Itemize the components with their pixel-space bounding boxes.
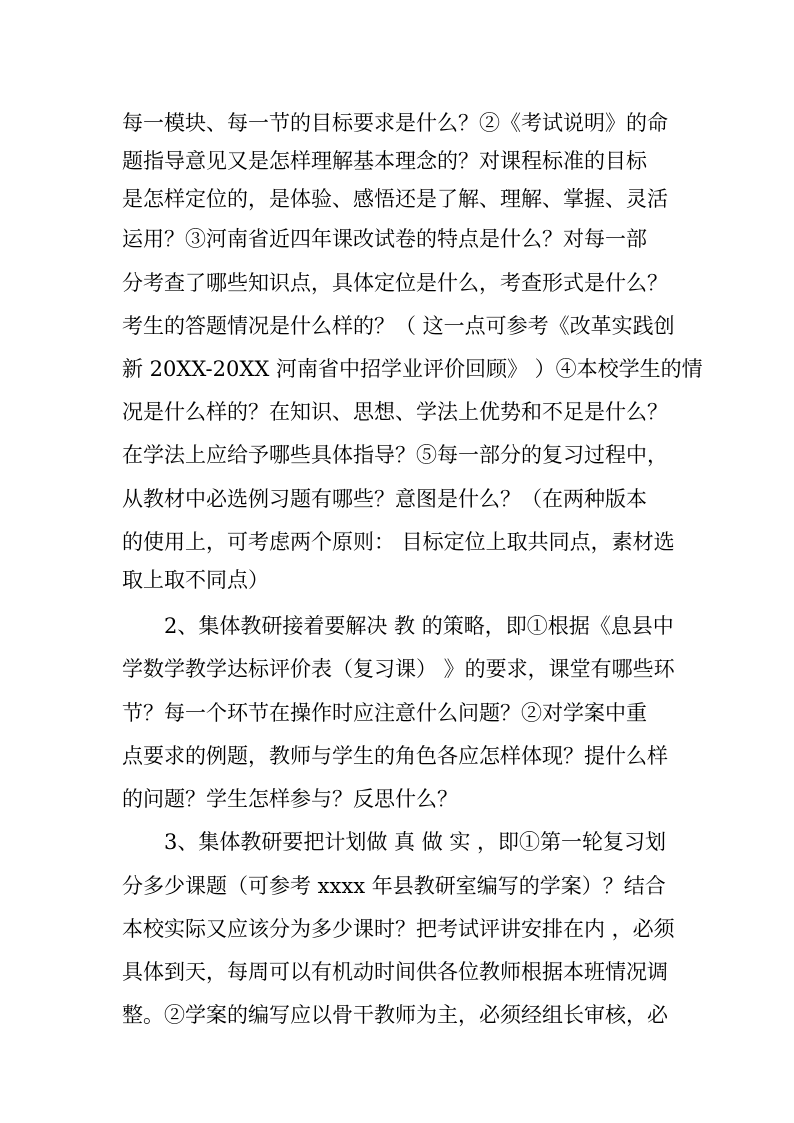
text-line-2: 题指导意见又是怎样理解基本理念的？对课程标准的目标 xyxy=(122,149,647,173)
text-line-16: 点要求的例题，教师与学生的角色各应怎样体现？提什么样 xyxy=(122,744,668,768)
text-line-17: 的问题？学生怎样参与？反思什么？ xyxy=(122,787,458,811)
text-line-15: 节？每一个环节在操作时应注意什么问题？②对学案中重 xyxy=(122,701,647,725)
text-line-5: 分考查了哪些知识点，具体定位是什么，考查形式是什么？ xyxy=(122,271,668,295)
text-line-4: 运用？③河南省近四年课改试卷的特点是什么？对每一部 xyxy=(122,227,647,251)
text-line-6: 考生的答题情况是什么样的？（ 这一点可参考《改革实践创 xyxy=(122,314,675,338)
text-line-8: 况是什么样的？在知识、思想、学法上优势和不足是什么？ xyxy=(122,400,668,424)
text-line-18: 3、集体教研要把计划做 真 做 实 ，即①第一轮复习划 xyxy=(164,830,667,854)
text-line-3: 是怎样定位的，是体验、感悟还是了解、理解、掌握、灵活 xyxy=(122,187,668,211)
text-line-11: 的使用上，可考虑两个原则： 目标定位上取共同点，素材选 xyxy=(122,530,675,554)
text-line-12: 取上取不同点） xyxy=(122,568,269,592)
text-line-22: 整。②学案的编写应以骨干教师为主，必须经组长审核，必 xyxy=(122,1003,668,1027)
text-line-13: 2、集体教研接着要解决 教 的策略，即①根据《息县中 xyxy=(164,614,674,638)
text-line-20: 本校实际又应该分为多少课时？把考试评讲安排在内 ，必须 xyxy=(122,917,675,941)
text-line-10: 从教材中必选例习题有哪些？意图是什么？（在两种版本 xyxy=(122,487,647,511)
text-line-21: 具体到天，每周可以有机动时间供各位教师根据本班情况调 xyxy=(122,960,668,984)
text-line-19: 分多少课题（可参考 xxxx 年县教研室编写的学案）？结合 xyxy=(122,874,666,898)
text-line-1: 每一模块、每一节的目标要求是什么？②《考试说明》的命 xyxy=(122,111,668,135)
text-line-14: 学数学教学达标评价表（复习课） 》的要求，课堂有哪些环 xyxy=(122,657,675,681)
text-line-9: 在学法上应给予哪些具体指导？⑤每一部分的复习过程中， xyxy=(122,443,668,467)
text-line-7: 新 20XX-20XX 河南省中招学业评价回顾》 ）④本校学生的情 xyxy=(122,357,703,381)
